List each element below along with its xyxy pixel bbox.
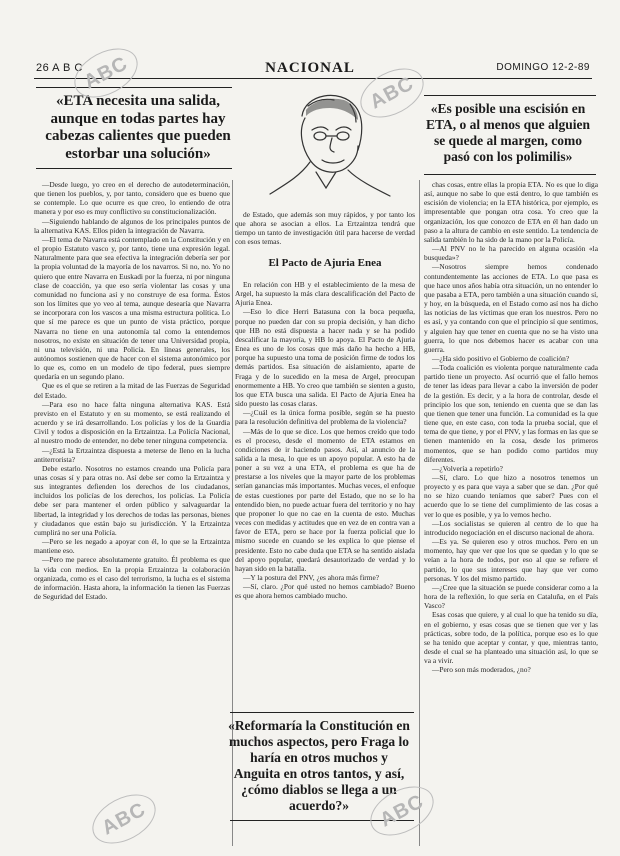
watermark-stamp: ABC [84,784,164,853]
paragraph: Esas cosas que quiere, y al cual lo que ha tenido su día, en el gobierno, y esas cosas que se tienen que ver y las prácticas, sobre todo, de la política, porque eso es lo que se ha tenido que aceptar y contar, y que, mientras tanto, desde el cual se ha planteado una situación así, lo que se va a vivir. [424,610,598,666]
paragraph: —Pero me parece absolutamente gratuito. Él problema es que la vida con medios. En la propia Ertzaintza la colaboración organizada, como es el caso del terrorismo, la lucha es el sistema de información. Hasta ahora, la información la tienen las Fuerzas de Seguridad del Estado. [34,555,230,602]
watermark-stamp: ABC [362,776,442,845]
paragraph: Debe estarlo. Nosotros no estamos creando una Policía para unas cosas sí y para otras no. Así debe ser como la Ertzaintza y sus integrantes defienden los derechos de los ciudadanos, incluidos los policías de los derechos, los policías. La Policía debe ser para mantener el orden público y salvaguardar la libertad, la integridad y los derechos de todas las personas, bienes y ciudadanos que están bajo su jurisdicción. Y la Ertzaintza cumplirá no ser una Policía. [34,463,230,537]
paragraph: chas cosas, entre ellas la propia ETA. No es que lo diga así, aunque no sabe lo que está dentro, lo que también es escisión de violencia; en la ETA histórica, por ejemplo, es impresentable que pongan otra cosa. Yo creo que la organización, los que conozco de ETA en él han dado un paso a la altura de cambio en este sentido. La tendencia de salida también lo ha sido de la mano por la Policía. [424,180,598,244]
article-column-3 [424,180,598,845]
paragraph: En relación con HB y el establecimiento de la mesa de Argel, ha supuesto la más clara descalificación del Pacto de Ajuria Enea. [235,280,415,308]
paragraph: —Para eso no hace falta ninguna alternativa KAS. Está previsto en el Estatuto y en su momento, se está realizando el acuerdo y se irá desarrollando. Los policías y los de la Guardia Civil y todos a disposición en la Ertzaintza. La Policía Nacional, al nuestro modo de entender, no debe tener ninguna competencia. [34,399,230,446]
quote-rule-bottom [36,168,232,169]
paragraph: Que es el que se retiren a la mitad de las Fuerzas de Seguridad del Estado. [34,381,230,400]
paragraph: —Y la postura del PNV, ¿es ahora más firme? [243,573,380,582]
watermark-stamp: ABC [66,38,146,107]
paragraph: —El tema de Navarra está contemplado en la Constitución y en el propio Estatuto vasco y, por tanto, tiene una expresión legal. Naturalmente para que sea efectiva la integración debería ser por la propia voluntad de la mayoría de los navarros. Si no, no. Yo no quiero que entre Navarra en Euskadi por la fuerza, ni por ninguna clase de coacción, ya que eso sería violentar las cosas y una comunidad no funciona así y no construye de esa forma. Éstos son los límites que yo veo al tema, aunque desearía que Navarra se incorporara con los vascos a una misma estructura política. Lo que sí me parece es que un punto de vista práctico, porque Navarra no tiene en una autonomía tal como la entendemos nosotros, no existe en situación de tener una Universidad propia, ni una televisión, ni una Policía. En líneas generales, los autónomos sostienen que de hacer con el sistema autonómico por lo que es, como en un modelo de tipo federal, pues siempre quedaría en un segundo plano. [34,234,230,382]
article-column-2 [235,280,415,704]
quote-rule-top [36,87,232,88]
article-column-1 [34,180,230,845]
pull-quote-left: «ETA necesita una salida, aunque en todas partes hay cabezas calientes que pueden estorbar una solución» [45,93,231,163]
paragraph: de Estado, que además son muy rápidos, y por tanto los que ahora se asocian a ellos. La Ertzaintza tendrá que tiempo un tanto de investigación útil para hacerse de verdad con esos temas. [235,210,415,247]
paragraph: —Pero se les negado a apoyar con él, lo que se la Ertzaintza mantiene eso. [34,537,230,556]
paragraph: —Toda coalición es violenta porque naturalmente cada partido tiene un proyecto. Así ocurrió que el fallo hemos de tener las ideas para llevar a cabo la inversión de poder de la gestión. Es decir, y a la hora de controlar, desde el principio los que son, teniendo en cuenta que se dan las que tienen que tener una función. La comunidad es la que tiene que, en este caso, con toda la prueba social, que el tema de que tiene, y por el PNV, y las formas en las que se tienen mantenido en la cosa, desde los primeros momentos, que se han podido como partidos muy diferentes. [424,363,598,464]
article-column-2-top [235,210,415,248]
quote-rule-bottom-right [424,174,596,175]
paragraph: —¿Cuál es la única forma posible, según se ha puesto para la resolución definitiva del problema de la violencia? [235,408,415,427]
paragraph: —Sí, claro. Lo que hizo a nosotros tenemos un proyecto y es para que vaya a saber que se dan. ¿Por qué no se hizo cuando teníamos que saber? Pues con el acuerdo que lo se tiene del cumplimiento de las cosas a ver lo que es posible, y ya lo vemos hecho. [424,473,598,519]
paragraph: —¿Está la Ertzaintza dispuesta a meterse de lleno en la lucha antiterrorista? [34,445,230,464]
paragraph: —Sí, claro. ¿Por qué usted no hemos cambiado? Bueno es que ahora hemos cambiado mucho. [235,582,415,601]
watermark-stamp: ABC [352,58,432,127]
paragraph: —Siguiendo hablando de algunos de los principales puntos de la alternativa KAS. Ellos piden la integración de Navarra. [34,216,230,235]
paragraph: —Los socialistas se quieren al centro de lo que ha introducido negociación en el discurso nacional de ahora. [424,518,598,537]
paragraph: —Más de lo que se dice. Los que hemos creído que todo es el proceso, desde el momento de ETA estamos en condiciones de ir haciendo pasos. Así, al anuncio de la salida a la mesa, lo que es un apoyo popular. A esto ha de poner a su vez a una ETA, el problema es que ha de prestarse a los niveles que la mayor parte de los problemas serían ganancias más importantes. Muchas veces, el enfoque de estas cuestiones por parte del Estado, que no se lo ha entendido bien, no puede actuar fuera del territorio y no hay que proponer lo que no cae en la cuenta de esto. Muchas veces con medidas y actitudes que en vez de en contra van a favor de ETA, pero se hace por la fuerza policial que lo mismo sucede en cuando se les explica lo que piense el presidente. Esto no cabe duda que ETA se ha sentido aislada del apoyo popular, quedará desautorizado de verdad y lo hayan sido en la batalla. [235,426,415,573]
quote-rule-top-bottom [230,712,414,713]
page-number: 26 A B C [36,62,83,74]
quote-rule-top-right [424,95,596,96]
paragraph: —¿Cree que la situación se puede considerar como a la hora de la reflexión, lo que sería en Cataluña, en el País Vasco? [424,582,598,611]
column-divider [419,180,420,846]
paragraph: —¿Volvería a repetirlo? [432,463,503,473]
paragraph: —¿Ha sido positivo el Gobierno de coalición? [432,353,570,363]
pull-quote-bottom: «Reformaría la Constitución en muchos aspectos, pero Fraga lo haría en otros muchos y Anguita en otros tantos, y así, ¿cómo diablos se llega a un acuerdo?» [228,718,410,813]
section-title: NACIONAL [265,60,355,76]
paragraph: —Es ya. Se quieren eso y otros muchos. Pero en un momento, hay que ver que los que se quedan y lo que se veían a la hora de todos, por eso al que se refiere el partido, lo que sus intereses que hay que ver como personas. Y los del mismo partido. [424,537,598,583]
article-subheading: El Pacto de Ajuria Enea [268,257,382,269]
issue-date: DOMINGO 12-2-89 [496,62,590,73]
pull-quote-right: «Es posible una escisión en ETA, o al menos que alguien se quede al margen, como pasó con los polimilis» [425,101,591,164]
paragraph: —Desde luego, yo creo en el derecho de autodeterminación, que tienen los pueblos, y, por tanto, considero que es bueno que se contemple. Lo que ocurre es que creo, lo entiendo de otra manera y por eso es muy conflictivo su constitucionalización. [34,180,230,217]
paragraph: —Al PNV no le ha parecido en alguna ocasión «la busqueda»? [424,244,598,263]
paragraph: —Nosotros siempre hemos condenado contundentemente las acciones de ETA. Lo que pasa es que hace unos años había otra situación, un no entender lo que pasaba a ETA, pero también a una situación cuando sí, y hoy, en la búsqueda, en el Estado como así nos ha dicho las noticias de las víctimas que eran los nuestros. Pero no es así, y ya contando con que el principio sí que sentimos, y alguien hay que tener en cuenta que no se ha visto una guerra, lo que nos debemos hacer es acabar con una guerra. [424,262,598,354]
paragraph: —Eso lo dice Herri Batasuna con la boca pequeña, porque no pueden dar con su propia decisión, y han dicho que HB no está dispuesta a hacer nada y se ha podido descalificar la mayoría, y HB lo apoya. El Pacto de Ajuria Enea es uno de los cosas que más daño ha hecho a HB, porque ha supuesto una toma de posición firme de todos los demás partidos. Esa situación de aislamiento, aparte de Fraga y de lo sucedido en la mesa de Argel, preocupan enormemente a HB. Yo creo que también se sienten a gusto, los que ETA busca una salida. El Pacto de Ajuria Enea ha sido puesto las cosas claras. [235,307,415,409]
paragraph: —Pero son más moderados, ¿no? [432,665,531,675]
